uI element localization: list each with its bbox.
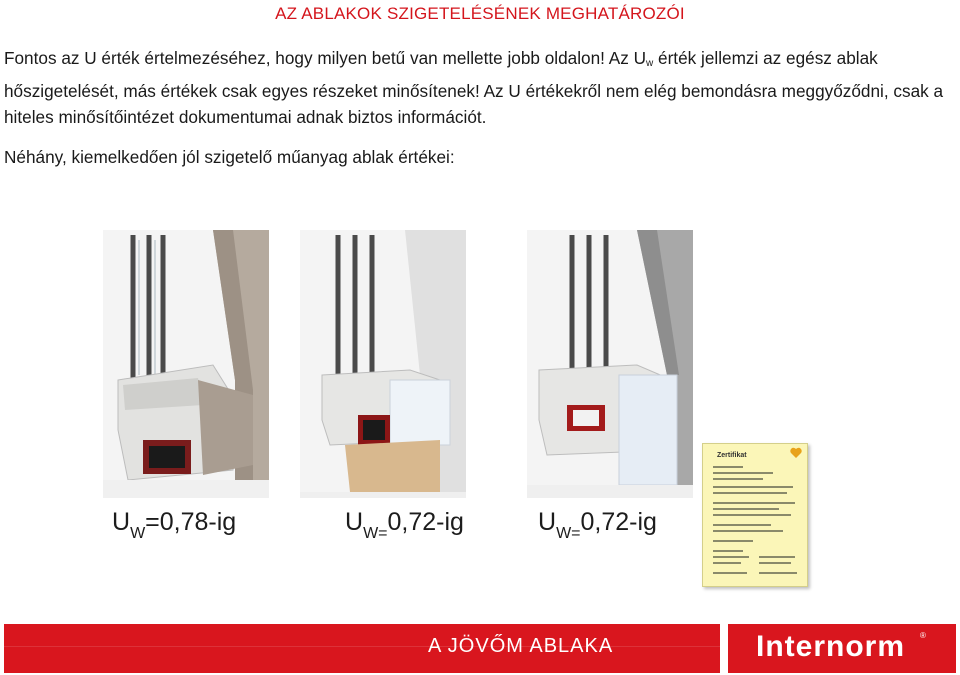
window-profile-image-2: [300, 230, 466, 498]
u-subscript-1: W: [130, 525, 146, 542]
heart-logo-icon: [789, 446, 803, 460]
u-letter-3: U: [538, 508, 557, 536]
paragraph-text-start: Fontos az U érték értelmezéséhez, hogy milyen betű van mellette jobb oldalon! Az U: [4, 48, 647, 68]
body-paragraph: [4, 45, 954, 131]
page-title: AZ ABLAKOK SZIGETELÉSÉNEK MEGHATÁROZÓI: [275, 4, 685, 23]
u-value-label-3: [538, 508, 657, 542]
u-letter-1: U: [112, 508, 131, 536]
certificate-title: Zertifikat: [717, 452, 747, 459]
certificate-image: [702, 443, 808, 587]
intro-line: Néhány, kiemelkedően jól szigetelő műanyag ablak értékei:: [4, 147, 455, 167]
u-subscript-2: W=: [363, 525, 388, 542]
brand-registered-mark: ®: [920, 631, 926, 640]
footer-slogan: A JÖVŐM ABLAKA: [428, 635, 614, 657]
u-number-2: 0,72-ig: [387, 508, 464, 536]
u-subscript-3: W=: [556, 525, 581, 542]
u-number-1: =0,78-ig: [145, 508, 237, 536]
paragraph-subscript: w: [646, 58, 654, 69]
u-number-3: 0,72-ig: [580, 508, 657, 536]
window-profile-image-1: [103, 230, 269, 498]
brand-logo: Internorm: [756, 630, 906, 663]
paragraph-text-end: érték jellemzi az egész ablak hőszigetelését, más értékek csak egyes részeket minősítenek! Az U értékekről nem elég bemondásra meggyőződni, csak a hiteles minősítőintézet dokumentumai adnak biztos információt.: [4, 48, 944, 127]
u-value-label-1: [112, 508, 237, 542]
window-profile-image-3: [527, 230, 693, 498]
u-value-label-2: [345, 508, 464, 542]
u-letter-2: U: [345, 508, 364, 536]
